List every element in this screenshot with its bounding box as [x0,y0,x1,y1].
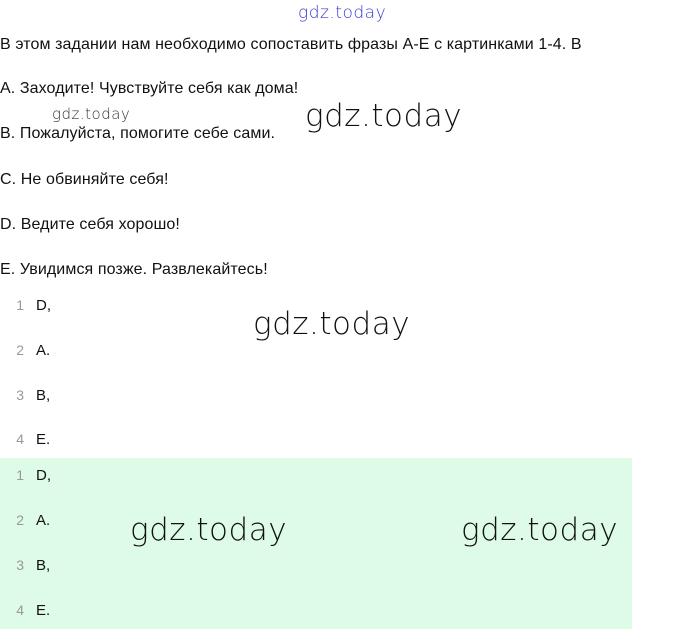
answer-value: A. [36,511,51,529]
answer-value: D, [36,466,51,484]
watermark-small: gdz.today [52,105,131,123]
answer-value: E. [36,430,51,448]
answer-row [0,595,50,625]
watermark-large-2: gdz.today [253,306,411,342]
phrase-d: D. Ведите себя хорошо! [0,216,180,233]
answer-row [0,335,50,365]
watermark-top: gdz.today [298,3,387,23]
line-number: 2 [16,512,24,528]
line-number: 1 [16,297,24,313]
answer-row [0,380,50,410]
line-number: 3 [16,387,24,403]
answer-row [0,550,50,580]
answer-value: E. [36,601,51,619]
phrase-e: E. Увидимся позже. Развлекайтесь! [0,261,268,278]
line-number: 4 [16,602,24,618]
answer-value: B, [36,386,51,404]
watermark-large-4: gdz.today [461,512,619,548]
answer-value: B, [36,556,51,574]
phrase-b: B. Пожалуйста, помогите себе сами. [0,125,276,142]
watermark-large-3: gdz.today [130,512,288,548]
watermark-large-1: gdz.today [305,98,463,134]
answer-row [0,460,51,490]
answer-row [0,505,50,535]
answer-value: D, [36,296,51,314]
phrase-a: A. Заходите! Чувствуйте себя как дома! [0,80,299,97]
answer-value: A. [36,341,51,359]
line-number: 3 [16,557,24,573]
intro-text: В этом задании нам необходимо сопоставить фразы A-E с картинками 1-4. В [0,36,582,53]
answer-row [0,290,51,320]
line-number: 2 [16,342,24,358]
line-number: 1 [16,467,24,483]
line-number: 4 [16,431,24,447]
phrase-c: C. Не обвиняйте себя! [0,171,169,188]
answer-row [0,424,50,454]
